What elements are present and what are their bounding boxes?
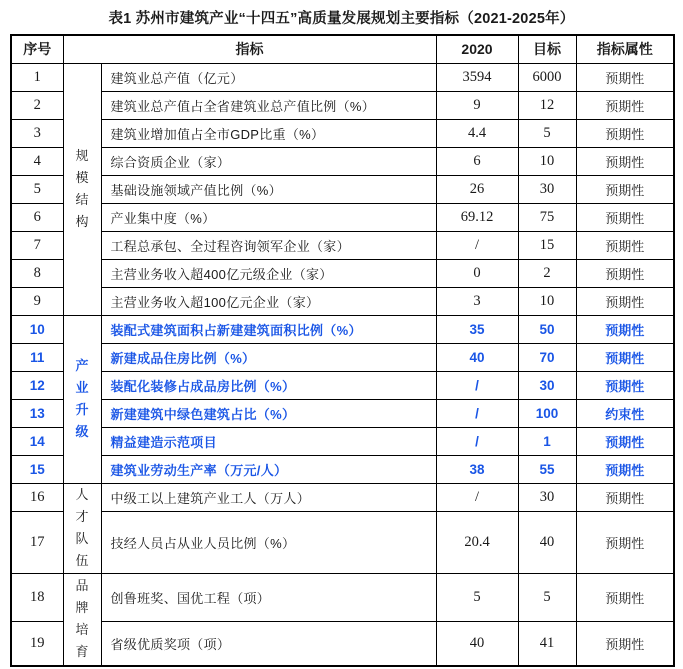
value-2020-cell: 40 (436, 343, 518, 371)
group-label-cell (63, 573, 101, 666)
indicator-cell: 建筑业增加值占全市GDP比重（%） (101, 119, 436, 147)
table-row (11, 203, 674, 231)
table-row (11, 483, 674, 511)
table-row (11, 343, 674, 371)
value-2020-cell: / (436, 399, 518, 427)
value-2020-cell: 40 (436, 621, 518, 666)
table-body (11, 63, 674, 666)
indicator-cell: 产业集中度（%） (101, 203, 436, 231)
value-2020-cell: 38 (436, 455, 518, 483)
row-number-cell: 7 (11, 231, 63, 259)
group-label: 规模结构 (75, 147, 89, 230)
indicator-cell: 省级优质奖项（项） (101, 621, 436, 666)
attribute-cell: 预期性 (576, 483, 674, 511)
indicator-cell: 创鲁班奖、国优工程（项） (101, 573, 436, 621)
value-2020-cell: 35 (436, 315, 518, 343)
indicator-cell: 主营业务收入超100亿元企业（家） (101, 287, 436, 315)
row-number-cell: 2 (11, 91, 63, 119)
attribute-cell: 预期性 (576, 63, 674, 91)
indicator-cell: 基础设施领域产值比例（%） (101, 175, 436, 203)
target-cell: 10 (518, 147, 576, 175)
target-cell: 40 (518, 511, 576, 573)
indicator-cell: 中级工以上建筑产业工人（万人） (101, 483, 436, 511)
table-row (11, 147, 674, 175)
indicator-cell: 新建成品住房比例（%） (101, 343, 436, 371)
row-number-cell: 14 (11, 427, 63, 455)
attribute-cell: 预期性 (576, 203, 674, 231)
indicator-cell: 技经人员占从业人员比例（%） (101, 511, 436, 573)
row-number-cell: 13 (11, 399, 63, 427)
attribute-cell: 预期性 (576, 259, 674, 287)
attribute-cell: 预期性 (576, 287, 674, 315)
indicator-cell: 工程总承包、全过程咨询领军企业（家） (101, 231, 436, 259)
header-row (11, 35, 674, 63)
row-number-cell: 5 (11, 175, 63, 203)
table-row (11, 573, 674, 621)
value-2020-cell: 26 (436, 175, 518, 203)
table-row (11, 175, 674, 203)
attribute-cell: 预期性 (576, 119, 674, 147)
row-number-cell: 4 (11, 147, 63, 175)
value-2020-cell: 3 (436, 287, 518, 315)
target-cell: 100 (518, 399, 576, 427)
target-cell: 5 (518, 119, 576, 147)
attribute-cell: 预期性 (576, 427, 674, 455)
row-number-cell: 17 (11, 511, 63, 573)
indicator-cell: 主营业务收入超400亿元级企业（家） (101, 259, 436, 287)
table-row (11, 371, 674, 399)
indicator-cell: 装配式建筑面积占新建建筑面积比例（%） (101, 315, 436, 343)
row-number-cell: 8 (11, 259, 63, 287)
indicators-table (10, 34, 675, 667)
indicator-cell: 综合资质企业（家） (101, 147, 436, 175)
target-cell: 1 (518, 427, 576, 455)
table-title: 表1 苏州市建筑产业“十四五”高质量发展规划主要指标（2021-2025年） (108, 11, 575, 27)
group-label: 人才队伍 (75, 486, 89, 569)
value-2020-cell: 20.4 (436, 511, 518, 573)
indicator-cell: 精益建造示范项目 (101, 427, 436, 455)
row-number-cell: 3 (11, 119, 63, 147)
attribute-cell: 预期性 (576, 371, 674, 399)
target-cell: 70 (518, 343, 576, 371)
attribute-cell: 预期性 (576, 147, 674, 175)
indicator-cell: 装配化装修占成品房比例（%） (101, 371, 436, 399)
value-2020-cell: / (436, 483, 518, 511)
value-2020-cell: 3594 (436, 63, 518, 91)
attribute-cell: 预期性 (576, 231, 674, 259)
group-label: 产业升级 (75, 357, 89, 440)
target-cell: 30 (518, 175, 576, 203)
table-row (11, 231, 674, 259)
header-attribute: 指标属性 (576, 35, 674, 63)
attribute-cell: 预期性 (576, 91, 674, 119)
row-number-cell: 1 (11, 63, 63, 91)
group-label-cell (63, 483, 101, 573)
header-no: 序号 (11, 35, 63, 63)
table-row (11, 91, 674, 119)
indicator-cell: 新建建筑中绿色建筑占比（%） (101, 399, 436, 427)
table-row (11, 621, 674, 666)
target-cell: 41 (518, 621, 576, 666)
value-2020-cell: 69.12 (436, 203, 518, 231)
target-cell: 10 (518, 287, 576, 315)
row-number-cell: 12 (11, 371, 63, 399)
value-2020-cell: 4.4 (436, 119, 518, 147)
value-2020-cell: / (436, 371, 518, 399)
table-row (11, 315, 674, 343)
target-cell: 6000 (518, 63, 576, 91)
header-indicator: 指标 (63, 35, 436, 63)
header-2020: 2020 (436, 35, 518, 63)
target-cell: 30 (518, 483, 576, 511)
indicator-cell: 建筑业总产值占全省建筑业总产值比例（%） (101, 91, 436, 119)
table-row (11, 399, 674, 427)
value-2020-cell: 9 (436, 91, 518, 119)
row-number-cell: 18 (11, 573, 63, 621)
group-label-cell (63, 315, 101, 483)
indicator-cell: 建筑业劳动生产率（万元/人） (101, 455, 436, 483)
target-cell: 30 (518, 371, 576, 399)
attribute-cell: 预期性 (576, 573, 674, 621)
attribute-cell: 预期性 (576, 315, 674, 343)
attribute-cell: 约束性 (576, 399, 674, 427)
value-2020-cell: 0 (436, 259, 518, 287)
attribute-cell: 预期性 (576, 455, 674, 483)
row-number-cell: 10 (11, 315, 63, 343)
target-cell: 5 (518, 573, 576, 621)
group-label-cell (63, 63, 101, 315)
table-row (11, 63, 674, 91)
target-cell: 15 (518, 231, 576, 259)
row-number-cell: 6 (11, 203, 63, 231)
row-number-cell: 15 (11, 455, 63, 483)
table-row (11, 427, 674, 455)
table-row (11, 119, 674, 147)
attribute-cell: 预期性 (576, 175, 674, 203)
row-number-cell: 19 (11, 621, 63, 666)
row-number-cell: 9 (11, 287, 63, 315)
attribute-cell: 预期性 (576, 511, 674, 573)
target-cell: 12 (518, 91, 576, 119)
target-cell: 50 (518, 315, 576, 343)
indicator-cell: 建筑业总产值（亿元） (101, 63, 436, 91)
attribute-cell: 预期性 (576, 621, 674, 666)
table-row (11, 259, 674, 287)
header-target: 目标 (518, 35, 576, 63)
value-2020-cell: 5 (436, 573, 518, 621)
value-2020-cell: / (436, 231, 518, 259)
value-2020-cell: 6 (436, 147, 518, 175)
value-2020-cell: / (436, 427, 518, 455)
group-label: 品牌培育 (75, 578, 89, 660)
row-number-cell: 16 (11, 483, 63, 511)
target-cell: 75 (518, 203, 576, 231)
attribute-cell: 预期性 (576, 343, 674, 371)
table-row (11, 511, 674, 573)
row-number-cell: 11 (11, 343, 63, 371)
target-cell: 2 (518, 259, 576, 287)
table-row (11, 287, 674, 315)
target-cell: 55 (518, 455, 576, 483)
table-row (11, 455, 674, 483)
